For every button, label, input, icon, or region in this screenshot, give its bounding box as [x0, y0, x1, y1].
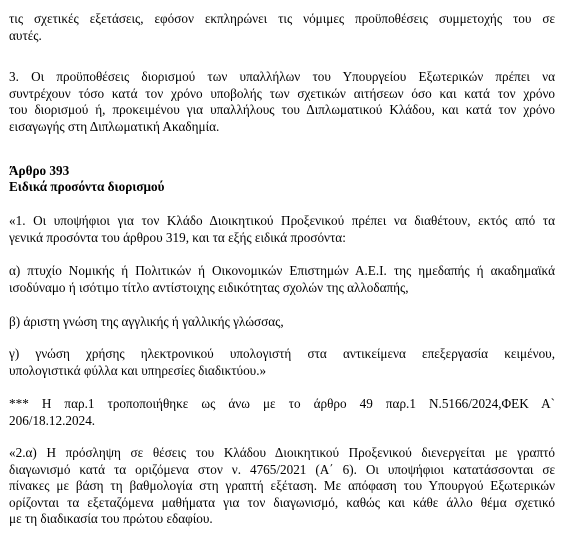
- text-line: β) άριστη γνώση της αγγλικής ή γαλλικής γλώσσας,: [9, 314, 284, 329]
- text-line: «2.α) Η πρόσληψη σε θέσεις του Κλάδου Διοικητικού Προξενικού διενεργείται με γραπτό: [9, 445, 555, 460]
- text-line: εισαγωγής στη Διπλωματική Ακαδημία.: [9, 118, 220, 134]
- text-line: τις σχετικές εξετάσεις, εφόσον εκπληρώνει τις νόμιμες προϋποθέσεις συμμετοχής του σε: [9, 11, 555, 26]
- text-line: «1. Οι υποψήφιοι για τον Κλάδο Διοικητικού Προξενικού πρέπει να διαθέτουν, εκτός από τα: [9, 213, 555, 228]
- text-line: συντρέχουν τόσο κατά τον χρόνο υποβολής των σχετικών αιτήσεων όσο και κατά τον χρόνο: [9, 85, 555, 101]
- paragraph-b: [9, 314, 555, 331]
- paragraph-intro: [9, 11, 555, 44]
- text-line: ισοδύναμο ή ισότιμο τίτλο αντίστοιχης ειδικότητας σχολών της αλλοδαπής,: [9, 279, 409, 295]
- article-subtitle: Ειδικά προσόντα διορισμού: [9, 179, 165, 194]
- text-line: του διορισμού ή, προκειμένου για υπαλλήλους του Διπλωματικού Κλάδου, και κατά τον χρόνο: [9, 102, 555, 117]
- text-line: γ) γνώση χρήσης ηλεκτρονικού υπολογιστή στα αντικείμενα επεξεργασία κειμένου,: [9, 346, 555, 361]
- paragraph-2a: [9, 445, 555, 528]
- text-line: γενικά προσόντα του άρθρου 319, και τα εξής ειδικά προσόντα:: [9, 229, 346, 245]
- text-line: 3. Οι προϋποθέσεις διορισμού των υπαλλήλων του Υπουργείου Εξωτερικών πρέπει να: [9, 69, 555, 84]
- text-line: α) πτυχίο Νομικής ή Πολιτικών ή Οικονομικών Επιστημών Α.Ε.Ι. της ημεδαπής ή ακαδημαϊκά: [9, 263, 555, 278]
- amendment-note: [9, 396, 555, 429]
- text-line: 206/18.12.2024.: [9, 412, 96, 428]
- text-line: διαγωνισμό κατά τα οριζόμενα στον ν. 4765/2021 (Α΄ 6). Οι υποψήφιοι κατατάσσονται σε: [9, 461, 555, 477]
- text-line: *** Η παρ.1 τροποποιήθηκε ως άνω με το άρθρο 49 παρ.1 Ν.5166/2024,ΦΕΚ Α`: [9, 396, 555, 411]
- text-line: με τη διαδικασία του πρώτου εδαφίου.: [9, 511, 213, 526]
- text-line: ορίζονται τα εξεταζόμενα μαθήματα για τον διαγωνισμό, καθώς και κάθε άλλο θέμα σχετικό: [9, 494, 555, 510]
- paragraph-1: [9, 213, 555, 246]
- paragraph-a: [9, 263, 555, 296]
- text-line: αυτές.: [9, 27, 42, 43]
- article-title: Άρθρο 393: [9, 163, 70, 178]
- text-line: πίνακες με βάση τη βαθμολογία στη γραπτή εξέταση. Με απόφαση του Υπουργού Εξωτερικών: [9, 478, 555, 493]
- text-line: υπολογιστικά φύλλα και υπηρεσίες διαδικτύου.»: [9, 362, 267, 378]
- paragraph-3: [9, 69, 555, 135]
- paragraph-c: [9, 346, 555, 379]
